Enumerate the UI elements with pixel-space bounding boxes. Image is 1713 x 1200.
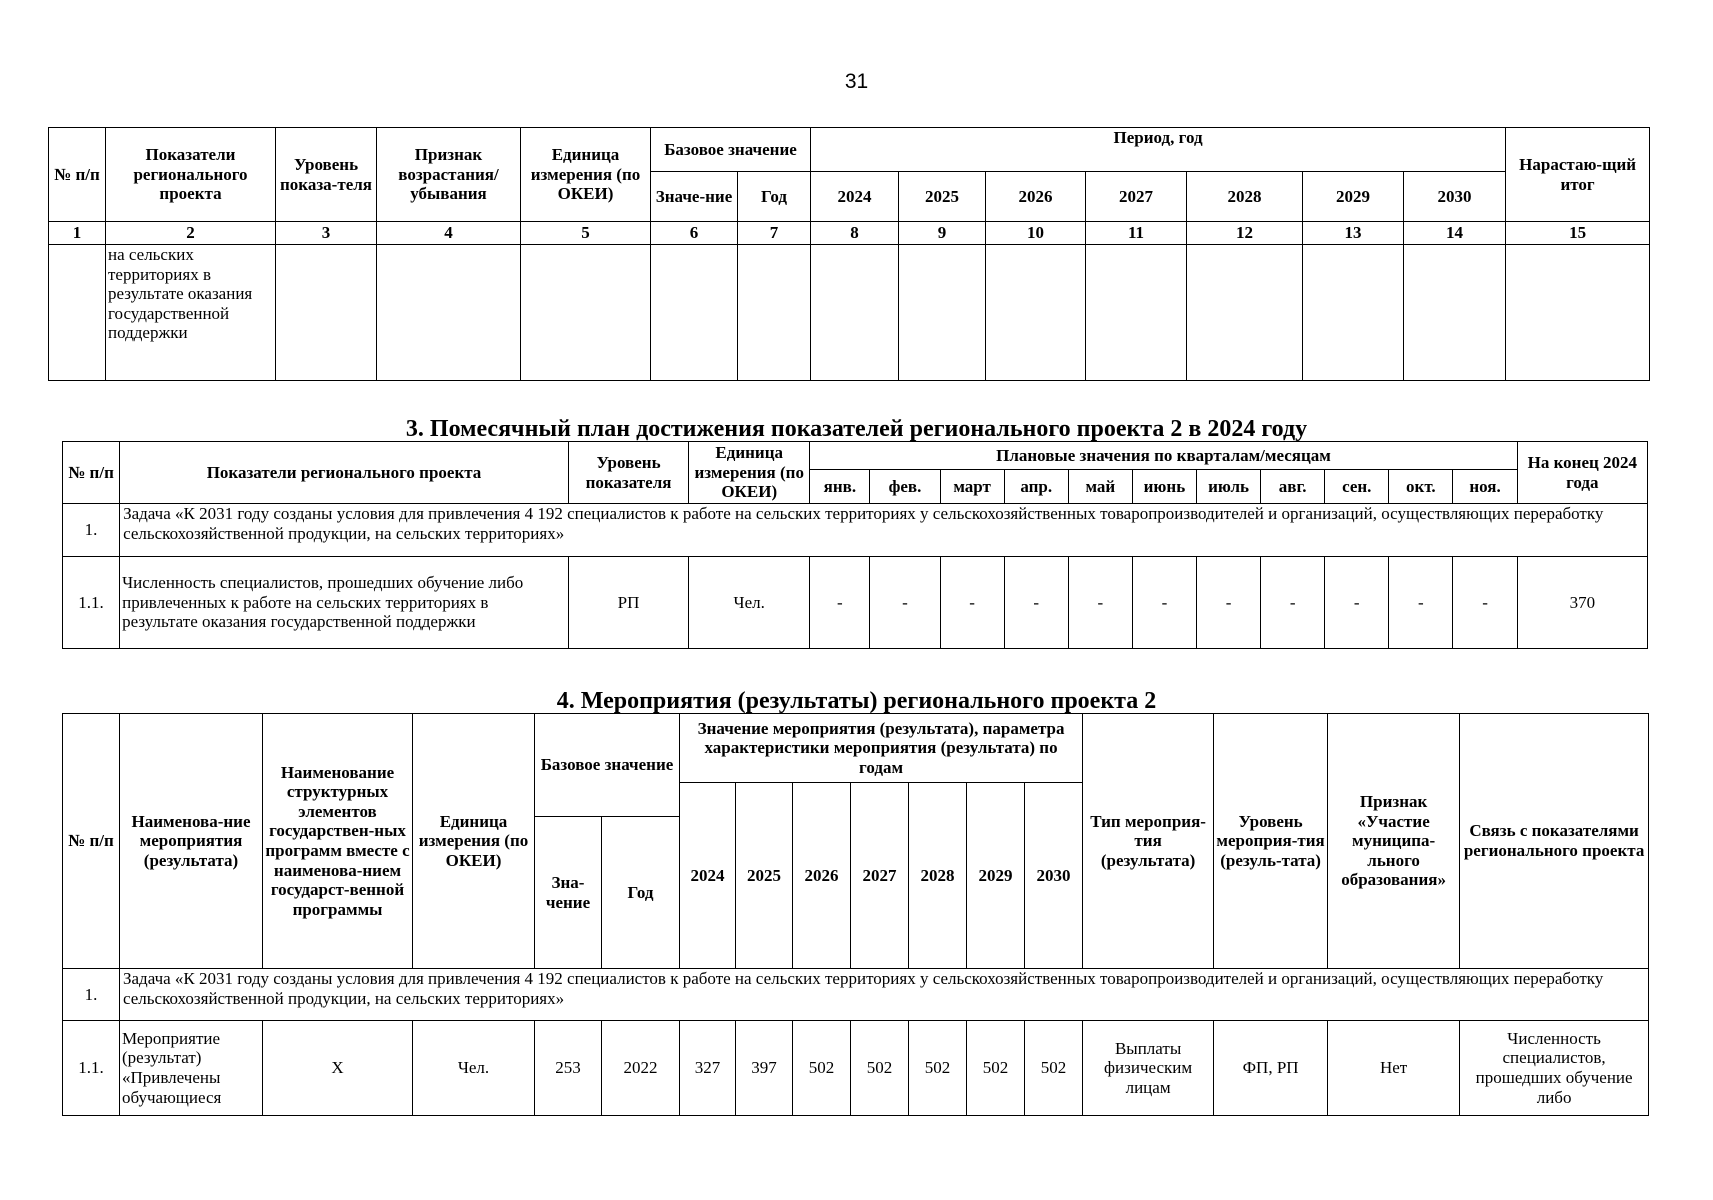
header-base: Базовое значение	[535, 714, 680, 817]
header-year: 2026	[793, 783, 851, 969]
header-planned: Плановые значения по кварталам/месяцам	[810, 442, 1517, 470]
activity-structural: X	[263, 1021, 413, 1116]
header-year: 2024	[680, 783, 736, 969]
indicator-level: РП	[568, 557, 688, 649]
activity-type: Выплаты физическим лицам	[1083, 1021, 1214, 1116]
section-4-title: 4. Мероприятия (результаты) регионального проекта 2	[556, 688, 1157, 714]
header-indicator: Показатели регионального проекта	[106, 128, 276, 222]
task-number: 1.	[63, 969, 120, 1021]
header-year: 2028	[1187, 172, 1303, 222]
empty-cell	[1404, 245, 1506, 381]
year-value: 502	[793, 1021, 851, 1116]
page-number: 31	[844, 70, 869, 93]
header-month: ноя.	[1453, 470, 1517, 504]
activities-table	[62, 713, 1649, 1116]
header-level: Уровень мероприя-тия (резуль-тата)	[1214, 714, 1328, 969]
empty-cell	[377, 245, 521, 381]
header-base: Базовое значение	[651, 128, 811, 172]
header-num: № п/п	[49, 128, 106, 222]
indicator-unit: Чел.	[689, 557, 810, 649]
header-municipal: Признак «Участие муниципа-льного образования»	[1328, 714, 1460, 969]
header-month: март	[940, 470, 1004, 504]
section-3-title: 3. Помесячный план достижения показателей регионального проекта 2 в 2024 году	[405, 416, 1308, 442]
header-year: 2026	[986, 172, 1086, 222]
header-end: На конец 2024 года	[1517, 442, 1647, 504]
column-number: 10	[986, 222, 1086, 245]
empty-cell	[276, 245, 377, 381]
header-base-year: Год	[738, 172, 811, 222]
header-month: фев.	[870, 470, 940, 504]
end-value: 370	[1517, 557, 1647, 649]
year-value: 502	[851, 1021, 909, 1116]
column-number: 9	[899, 222, 986, 245]
header-year: 2029	[1303, 172, 1404, 222]
row-number: 1.1.	[63, 557, 120, 649]
header-year: 2030	[1025, 783, 1083, 969]
month-value: -	[1196, 557, 1260, 649]
header-type: Тип мероприя-тия (результата)	[1083, 714, 1214, 969]
month-value: -	[1453, 557, 1517, 649]
header-year: 2027	[1086, 172, 1187, 222]
column-number: 13	[1303, 222, 1404, 245]
month-value: -	[870, 557, 940, 649]
month-value: -	[1325, 557, 1389, 649]
activity-base-year: 2022	[602, 1021, 680, 1116]
empty-cell	[1303, 245, 1404, 381]
column-number: 12	[1187, 222, 1303, 245]
header-unit: Единица измерения (по ОКЕИ)	[689, 442, 810, 504]
header-year: 2030	[1404, 172, 1506, 222]
header-unit: Единица измерения (по ОКЕИ)	[413, 714, 535, 969]
header-month: май	[1068, 470, 1132, 504]
header-num: № п/п	[63, 714, 120, 969]
indicator-continuation: на сельских территориях в результате оказания государственной поддержки	[106, 245, 276, 381]
month-value: -	[1068, 557, 1132, 649]
header-indicator: Показатели регионального проекта	[120, 442, 569, 504]
header-num: № п/п	[63, 442, 120, 504]
year-value: 397	[736, 1021, 793, 1116]
header-year: 2028	[909, 783, 967, 969]
year-value: 502	[1025, 1021, 1083, 1116]
month-value: -	[1261, 557, 1325, 649]
task-number: 1.	[63, 504, 120, 557]
header-values: Значение мероприятия (результата), параметра характеристики мероприятия (результата) по годам	[680, 714, 1083, 783]
activity-level: ФП, РП	[1214, 1021, 1328, 1116]
empty-cell	[986, 245, 1086, 381]
empty-cell	[899, 245, 986, 381]
column-number: 8	[811, 222, 899, 245]
month-value: -	[1132, 557, 1196, 649]
activity-unit: Чел.	[413, 1021, 535, 1116]
column-number: 5	[521, 222, 651, 245]
activity-municipal: Нет	[1328, 1021, 1460, 1116]
header-trend: Признак возрастания/ убывания	[377, 128, 521, 222]
column-number: 11	[1086, 222, 1187, 245]
year-value: 502	[909, 1021, 967, 1116]
header-month: окт.	[1389, 470, 1453, 504]
header-month: сен.	[1325, 470, 1389, 504]
empty-cell	[811, 245, 899, 381]
header-level: Уровень показателя	[568, 442, 688, 504]
activity-name: Мероприятие (результат) «Привлечены обучающиеся	[120, 1021, 263, 1116]
year-value: 502	[967, 1021, 1025, 1116]
empty-cell	[521, 245, 651, 381]
activity-base-value: 253	[535, 1021, 602, 1116]
task-text: Задача «К 2031 году созданы условия для привлечения 4 192 специалистов к работе на сельских территориях у сельскохозяйственных товаропроизводителей и организаций, осуществляющих переработку сельскохозяйственной продукции, на сельских территориях»	[120, 969, 1649, 1021]
header-level: Уровень показа-теля	[276, 128, 377, 222]
header-month: апр.	[1004, 470, 1068, 504]
empty-cell	[1086, 245, 1187, 381]
year-value: 327	[680, 1021, 736, 1116]
month-value: -	[1389, 557, 1453, 649]
empty-cell	[1187, 245, 1303, 381]
empty-cell	[1506, 245, 1650, 381]
empty-cell	[49, 245, 106, 381]
header-year: 2025	[899, 172, 986, 222]
indicator-name: Численность специалистов, прошедших обучение либо привлеченных к работе на сельских территориях в результате оказания государственной поддержки	[120, 557, 569, 649]
header-month: янв.	[810, 470, 870, 504]
column-number: 1	[49, 222, 106, 245]
row-number: 1.1.	[63, 1021, 120, 1116]
empty-cell	[738, 245, 811, 381]
empty-cell	[651, 245, 738, 381]
header-structural: Наименование структурных элементов государствен-ных программ вместе с наименова-нием государст-венной программы	[263, 714, 413, 969]
column-number: 2	[106, 222, 276, 245]
header-month: авг.	[1261, 470, 1325, 504]
header-year: 2025	[736, 783, 793, 969]
header-base-value: Зна-чение	[535, 817, 602, 969]
header-month: июнь	[1132, 470, 1196, 504]
header-year: 2024	[811, 172, 899, 222]
header-total: Нарастаю-щий итог	[1506, 128, 1650, 222]
header-year: 2027	[851, 783, 909, 969]
activity-link: Численность специалистов, прошедших обучение либо	[1460, 1021, 1649, 1116]
month-value: -	[940, 557, 1004, 649]
column-number: 3	[276, 222, 377, 245]
header-base-value: Значе-ние	[651, 172, 738, 222]
column-number: 15	[1506, 222, 1650, 245]
task-text: Задача «К 2031 году созданы условия для привлечения 4 192 специалистов к работе на сельских территориях у сельскохозяйственных товаропроизводителей и организаций, осуществляющих переработку сельскохозяйственной продукции, на сельских территориях»	[120, 504, 1648, 557]
column-number: 14	[1404, 222, 1506, 245]
header-name: Наименова-ние мероприятия (результата)	[120, 714, 263, 969]
column-number: 6	[651, 222, 738, 245]
header-base-year: Год	[602, 817, 680, 969]
header-year: 2029	[967, 783, 1025, 969]
header-period: Период, год	[811, 128, 1506, 172]
header-link: Связь с показателями регионального проекта	[1460, 714, 1649, 969]
monthly-plan-table	[62, 441, 1648, 649]
header-month: июль	[1196, 470, 1260, 504]
column-number: 4	[377, 222, 521, 245]
month-value: -	[1004, 557, 1068, 649]
month-value: -	[810, 557, 870, 649]
column-number: 7	[738, 222, 811, 245]
header-unit: Единица измерения (по ОКЕИ)	[521, 128, 651, 222]
indicators-table	[48, 127, 1650, 381]
